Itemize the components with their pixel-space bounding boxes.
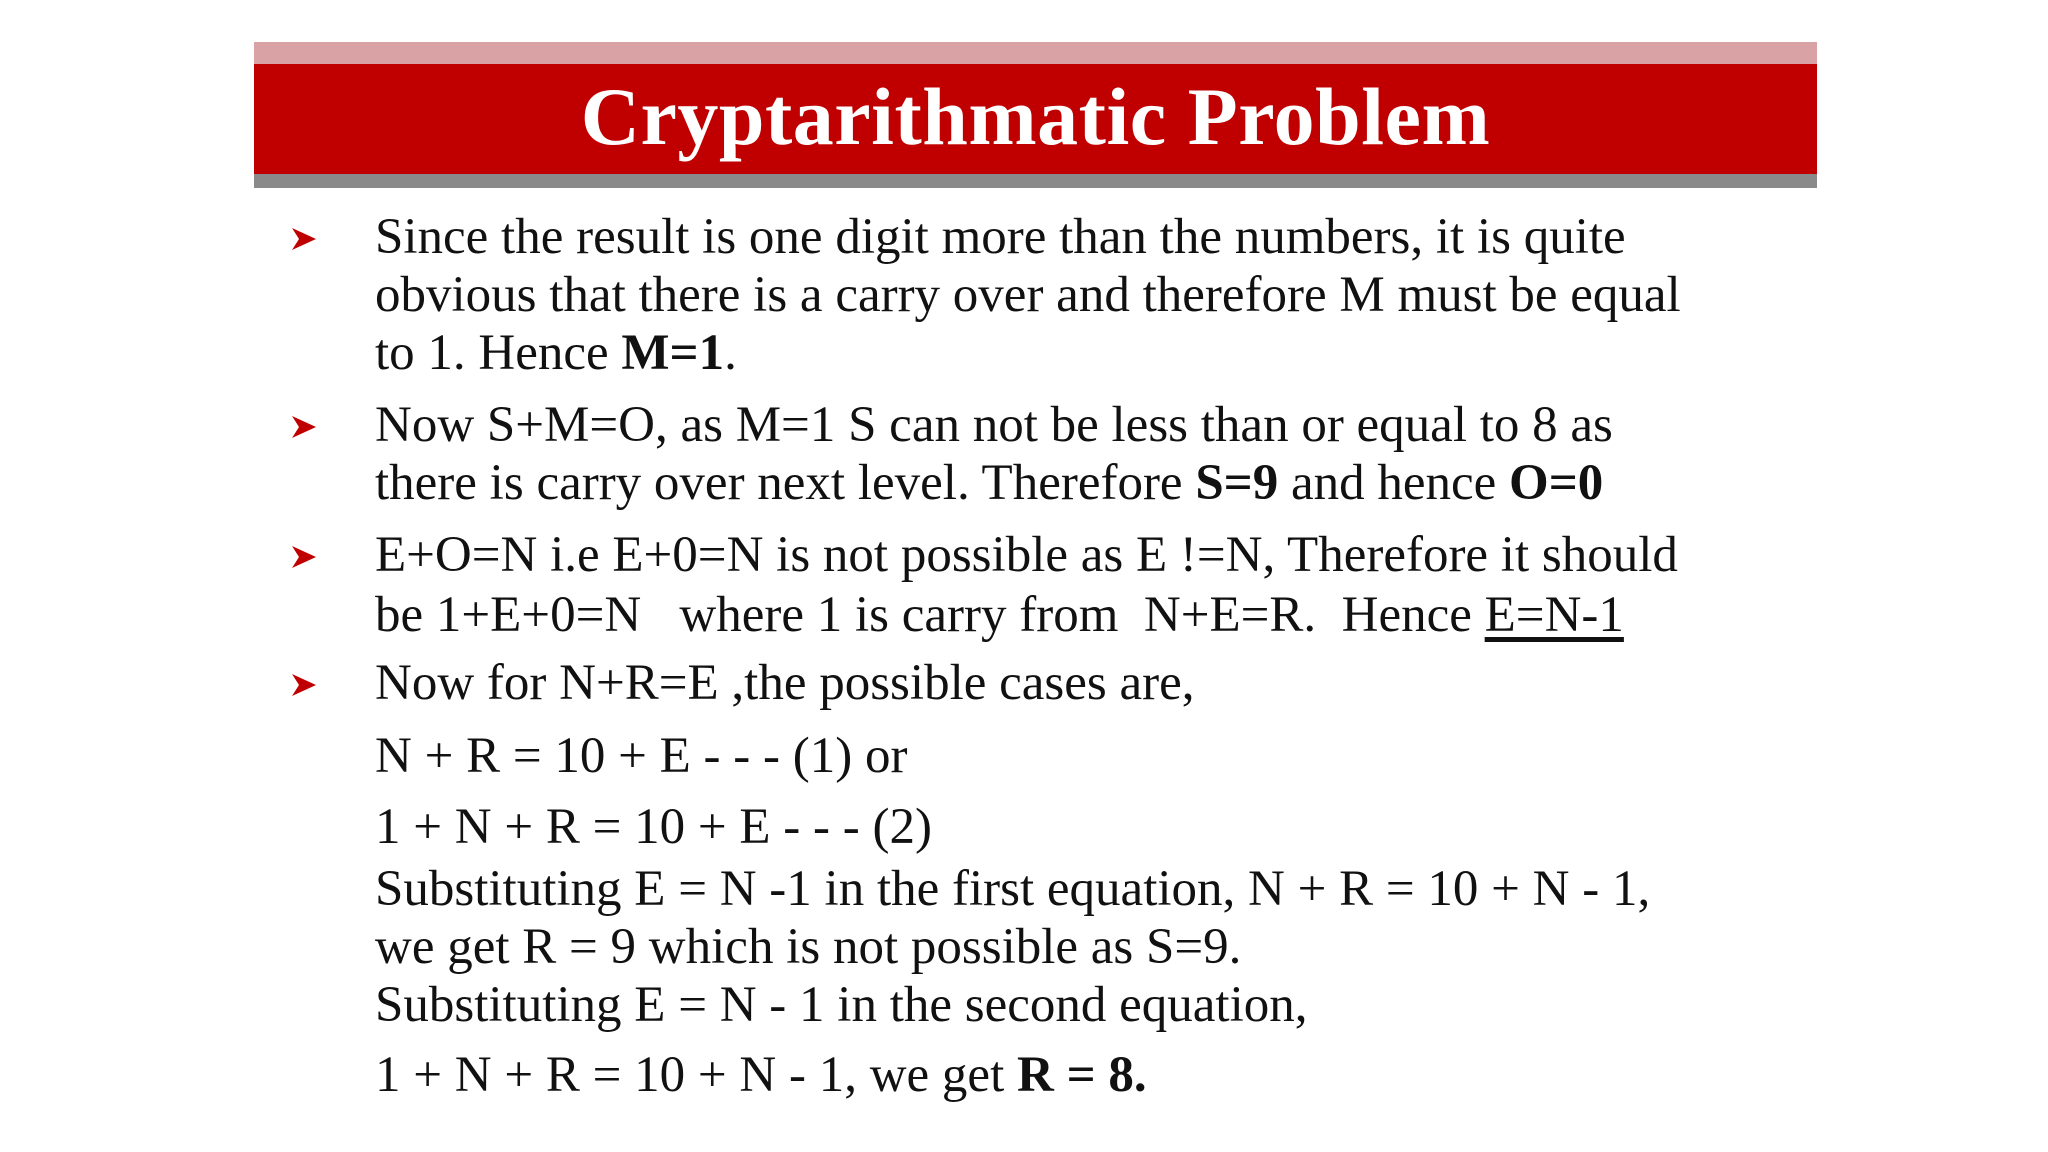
m-equals-1: M=1: [621, 325, 725, 381]
e-equals-n-minus-1: E=N-1: [1484, 587, 1624, 643]
equation-2: 1 + N + R = 10 + E - - - (2): [375, 799, 932, 855]
bullet-3-text: be 1+E+0=N where 1 is carry from N+E=R. Hence: [375, 587, 1485, 643]
equation-1: N + R = 10 + E - - - (1) or: [375, 728, 908, 784]
bullet-2-line-2: [375, 454, 1815, 512]
bullet-4-line-1: Now for N+R=E ,the possible cases are,: [375, 655, 1195, 711]
arrowhead-bullet-icon: [290, 413, 318, 441]
bullet-1-line-2: obvious that there is a carry over and therefore M must be equal: [375, 267, 1681, 323]
slide-title: Cryptarithmatic Problem: [580, 71, 1491, 162]
arrowhead-bullet-icon: [290, 225, 318, 253]
arrowhead-bullet-icon: [290, 543, 318, 571]
bullet-2-text: there is carry over next level. Therefore: [375, 455, 1196, 511]
bullet-3-line-1: E+O=N i.e E+0=N is not possible as E !=N, Therefore it should: [375, 527, 1678, 583]
arrowhead-bullet-icon: [290, 671, 318, 699]
bullet-1-text: to 1. Hence: [375, 325, 622, 381]
bullet-1-line-3: [375, 324, 1815, 382]
s-equals-9: S=9: [1195, 455, 1279, 511]
bullet-1-line-1: Since the result is one digit more than the numbers, it is quite: [375, 209, 1626, 265]
bullet-3-line-2: [375, 586, 1815, 644]
substitution-2-text: 1 + N + R = 10 + N - 1, we get: [375, 1047, 1017, 1103]
substitution-1-line-2: we get R = 9 which is not possible as S=9.: [375, 919, 1242, 975]
o-equals-0: O=0: [1509, 455, 1604, 511]
substitution-1-line-1: Substituting E = N -1 in the first equation, N + R = 10 + N - 1,: [375, 861, 1651, 917]
bullet-2-mid: and hence: [1278, 455, 1510, 511]
substitution-2-line-2: [375, 1046, 1815, 1104]
substitution-2-line-1: Substituting E = N - 1 in the second equation,: [375, 977, 1308, 1033]
r-equals-8: R = 8.: [1016, 1047, 1147, 1103]
bullet-1-period: .: [724, 325, 737, 381]
bullet-2-line-1: Now S+M=O, as M=1 S can not be less than or equal to 8 as: [375, 397, 1613, 453]
